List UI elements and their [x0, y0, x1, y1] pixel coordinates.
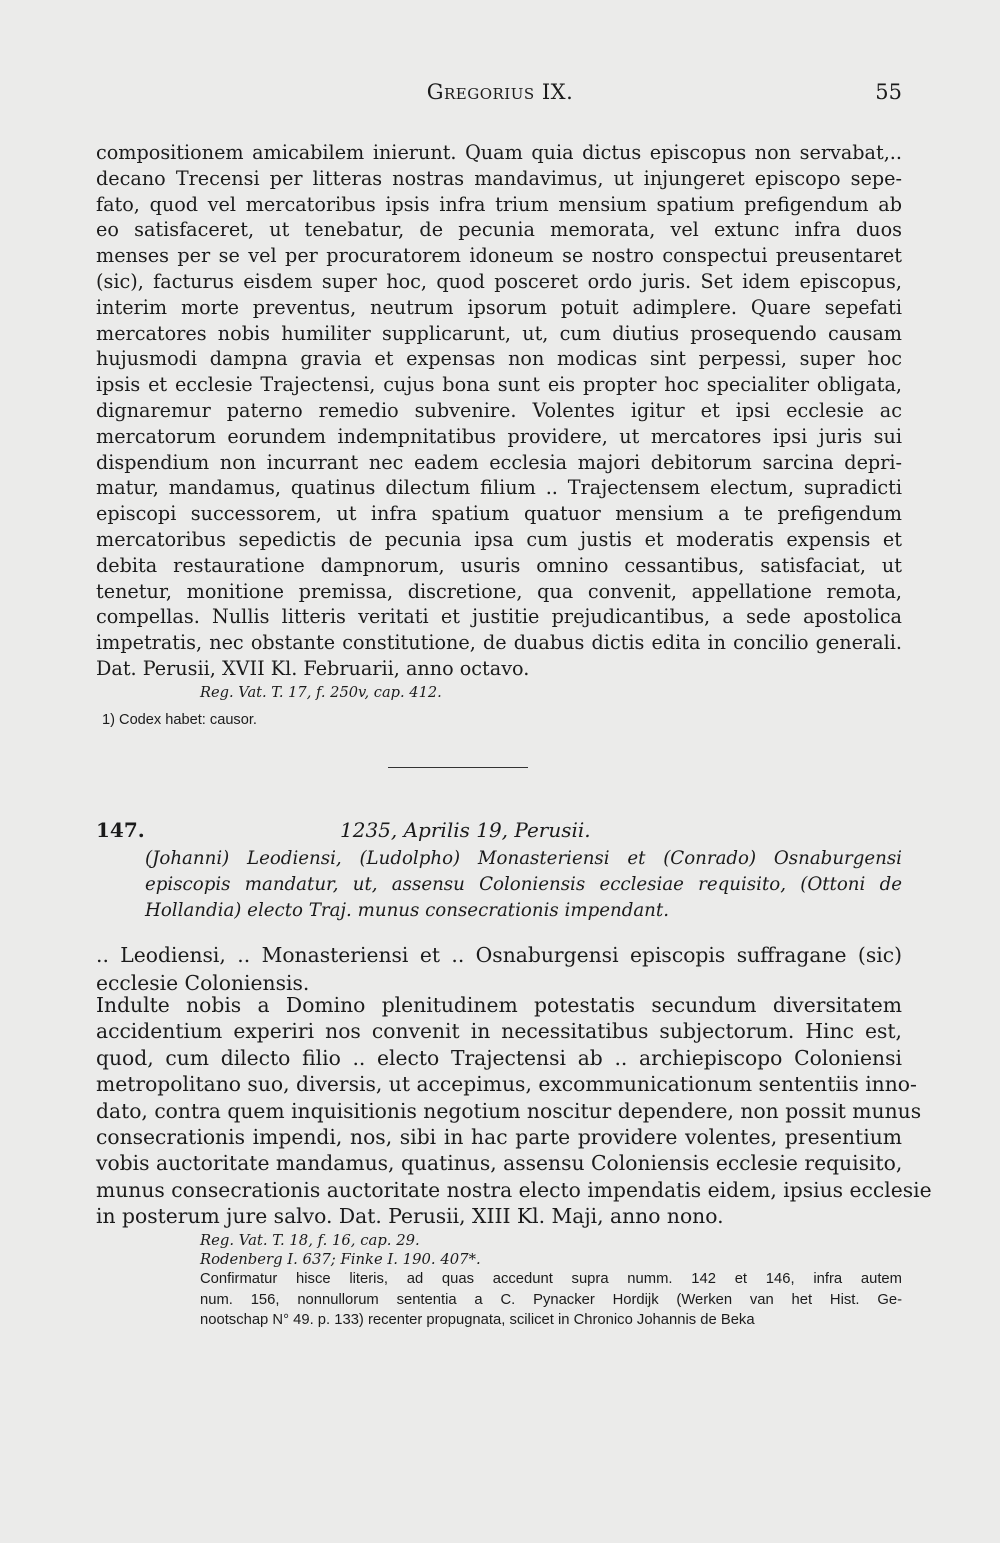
letter-number: 147. [96, 818, 145, 842]
body-line: vobis auctoritate mandamus, quatinus, assensu Coloniensis ecclesie requisito, [96, 1151, 903, 1176]
note-line: num. 156, nonnullorum sententia a C. Pynacker Hordijk (Werken van het Hist. Ge- [200, 1291, 902, 1308]
note-line: nootschap N° 49. p. 133) recenter propugnata, scilicet in Chronico Johannis de Beka [200, 1312, 755, 1328]
text-line: tenetur, monitione premissa, discretione, qua convenit, appellatione remota, [96, 579, 902, 603]
text-line: (sic), facturus eisdem super hoc, quod posceret ordo juris. Set idem episcopus, [96, 270, 902, 293]
citation-146: Reg. Vat. T. 17, f. 250v, cap. 412. [200, 684, 442, 701]
text-line: hujusmodi dampna gravia et expensas non modicas sint perpessi, super hoc [96, 347, 902, 371]
citation-line: Reg. Vat. T. 18, f. 16, cap. 29. [200, 1232, 420, 1249]
regest-line: episcopis mandatur, ut, assensu Coloniensis ecclesiae requisito, (Ottoni de [145, 874, 902, 895]
text-line: ipsis et ecclesie Trajectensi, cujus bona sunt eis propter hoc specialiter obligata, [96, 373, 902, 397]
text-line: mercatores nobis humiliter supplicarunt, ut, cum diutius prosequendo causam [96, 321, 902, 345]
note-line: Confirmatur hisce literis, ad quas accedunt supra numm. 142 et 146, infra autem [200, 1271, 902, 1287]
address-line: .. Leodiensi, .. Monasteriensi et .. Osnaburgensi episcopis suffragane (sic) [96, 943, 902, 967]
body-line: Indulte nobis a Domino plenitudinem potestatis secundum diversitatem [96, 993, 902, 1017]
body-line: accidentium experiri nos convenit in necessitatibus subjectorum. Hinc est, [96, 1019, 902, 1044]
body-line: in posterum jure salvo. Dat. Perusii, XIII Kl. Maji, anno nono. [96, 1204, 724, 1229]
text-line: episcopi successorem, ut infra spatium quatuor mensium a te prefigendum [96, 502, 902, 526]
footnote: 1) Codex habet: causor. [102, 712, 257, 728]
body-line: consecrationis impendi, nos, sibi in hac parte providere volentes, presentium [96, 1125, 902, 1149]
text-line: interim morte preventus, neutrum ipsorum potuit adimplere. Quare sepefati [96, 295, 902, 319]
text-line: debita restauratione dampnorum, usuris omnino cessantibus, satisfaciat, ut [96, 553, 902, 577]
section-divider [388, 767, 528, 768]
body-line: dato, contra quem inquisitionis negotium noscitur dependere, non possit munus [96, 1098, 922, 1123]
address-line: ecclesie Coloniensis. [96, 970, 310, 995]
text-line: compositionem amicabilem inierunt. Quam quia dictus episcopus non servabat,.. [96, 141, 902, 164]
text-line: fato, quod vel mercatoribus ipsis infra trium mensium spatium prefigendum ab [96, 192, 902, 216]
text-line: decano Trecensi per litteras nostras mandavimus, ut injungeret episcopo sepe- [96, 166, 902, 190]
body-line: metropolitano suo, diversis, ut accepimus, excommunicationum sententiis inno- [96, 1072, 917, 1097]
running-title: Gregorius IX. [426, 80, 574, 104]
text-line: dignaremur paterno remedio subvenire. Volentes igitur et ipsi ecclesie ac [96, 399, 902, 422]
citation-line: Rodenberg I. 637; Finke I. 190. 407*. [200, 1251, 481, 1268]
text-line: mercatorum eorundem indempnitatibus providere, ut mercatores ipsi juris sui [96, 424, 902, 448]
regest-line: Hollandia) electo Traj. munus consecrationis impendant. [145, 900, 669, 921]
text-line: compellas. Nullis litteris veritati et justitie prejudicantibus, a sede apostolica [96, 605, 902, 629]
text-line: impetratis, nec obstante constitutione, de duabus dictis edita in concilio generali. [96, 631, 902, 655]
text-line: dispendium non incurrant nec eadem ecclesia majori debitorum sarcina depri- [96, 450, 902, 474]
text-line: eo satisfaceret, ut tenebatur, de pecunia memorata, vel extunc infra duos [96, 218, 902, 242]
regest-line: (Johanni) Leodiensi, (Ludolpho) Monasteriensi et (Conrado) Osnaburgensi [145, 848, 902, 869]
body-line: munus consecrationis auctoritate nostra electo impendatis eidem, ipsius ecclesie [96, 1177, 932, 1202]
text-line: menses per se vel per procuratorem idoneum se nostro conspectui preusentaret [96, 244, 902, 268]
letter-date: 1235, Aprilis 19, Perusii. [340, 818, 591, 842]
body-line: quod, cum dilecto filio .. electo Trajectensi ab .. archiepiscopo Coloniensi [96, 1045, 902, 1070]
text-line: Dat. Perusii, XVII Kl. Februarii, anno octavo. [96, 657, 530, 680]
text-line: matur, mandamus, quatinus dilectum filium .. Trajectensem electum, supradicti [96, 476, 902, 500]
text-line: mercatoribus sepedictis de pecunia ipsa cum justis et moderatis expensis et [96, 528, 902, 551]
page-number: 55 [875, 80, 902, 104]
